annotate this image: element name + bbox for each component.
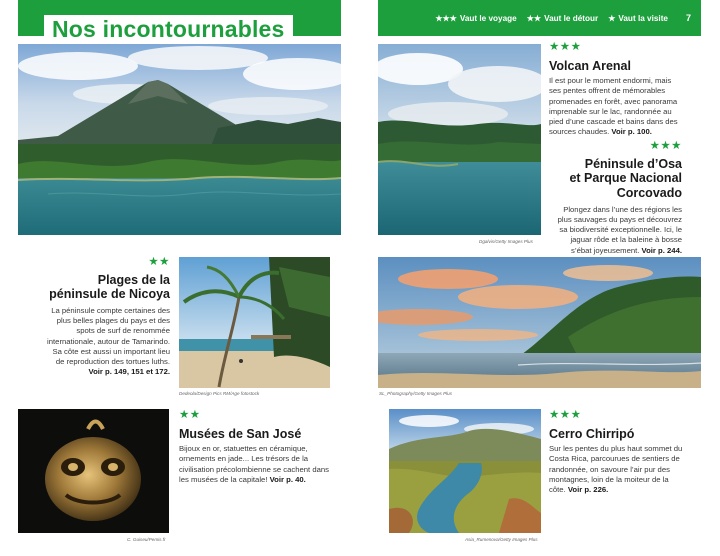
star-rating-icon: ★★★	[649, 140, 682, 152]
section-title: Cerro Chirripó	[549, 426, 635, 441]
photo-credit: SL_Photography/Getty Images Plus	[379, 391, 453, 396]
legend-label: Vaut la visite	[618, 13, 668, 23]
section-text-body: Plongez dans l’une des régions les plus sauvages du pays et découvrez sa biodiversité exceptionnelle. Ici, le jaguar rôde et la baleine à bosse s’ébat joyeusement.	[557, 204, 682, 255]
section-text-body: Sur les pentes du plus haut sommet du Costa Rica, parcourues de sentiers de randonnée, on savoure l’air pur des montagnes, loin de la moiteur de la côte.	[549, 444, 683, 495]
arenal-volcano-photo	[18, 44, 341, 235]
star-rating-icon: ★★	[526, 13, 542, 23]
section-title-line: Péninsule d’Osa	[584, 156, 682, 171]
legend-item-visite	[608, 14, 668, 23]
page-reference: Voir p. 149, 151 et 172.	[88, 367, 170, 377]
legend-label: Vaut le détour	[544, 13, 599, 23]
section-title-line: Plages de la	[97, 272, 170, 287]
section-title: Volcan Arenal	[549, 58, 631, 73]
page-reference: Voir p. 100.	[611, 127, 652, 137]
star-rating-icon: ★★★	[435, 13, 457, 23]
section-text	[549, 444, 683, 495]
section-title: Musées de San José	[179, 426, 302, 441]
section-text	[548, 205, 682, 256]
legend-item-voyage	[435, 14, 516, 23]
section-text-body: Il est pour le moment endormi, mais ses pentes offrent de mémorables promenades en forêt, avec panorama imprenable sur le lac, randonnée au pied d’une cascade et bains dans des sources chaudes.	[549, 76, 678, 137]
photo-credit: C. Guiseu/Pemis.fr	[127, 537, 166, 542]
star-rating-icon: ★★	[148, 256, 170, 268]
chirripo-river-photo	[389, 409, 541, 533]
section-text	[179, 444, 333, 485]
page-reference: Voir p. 40.	[269, 474, 306, 484]
photo-credit: Dedeola/Design Pics RM/Age fotostock	[179, 391, 260, 396]
star-rating-icon: ★	[608, 13, 616, 23]
star-rating-icon: ★★	[179, 409, 201, 421]
section-text	[549, 76, 679, 137]
section-text-body: La péninsule compte certaines des plus belles plages du pays et des spots de surf de renommée internationale, autour de Tamarindo. Sa côte est aussi un important lieu de reproduction des tortues luths.	[47, 306, 170, 367]
section-text	[42, 306, 170, 378]
header-bar-right	[378, 0, 701, 36]
photo-credit: Dgalvis/Getty Images Plus	[479, 239, 533, 244]
legend-item-detour	[527, 14, 598, 23]
page-reference: Voir p. 244.	[641, 245, 682, 255]
nicoya-section	[42, 257, 170, 378]
section-title-line: péninsule de Nicoya	[49, 287, 170, 302]
musees-section	[179, 410, 333, 485]
arenal-section	[549, 42, 679, 138]
section-title	[42, 273, 170, 303]
nicoya-beach-photo	[179, 257, 330, 388]
page-reference: Voir p. 226.	[567, 485, 609, 495]
star-rating-icon: ★★★	[549, 409, 582, 421]
page-number: 7	[685, 13, 691, 23]
osa-section	[548, 141, 682, 256]
gold-artifact-photo	[18, 409, 169, 533]
legend-label: Vaut le voyage	[459, 13, 517, 23]
photo-credit: Asia_Rumenova/Getty Images Plus	[465, 537, 538, 542]
star-rating-icon: ★★★	[549, 41, 582, 53]
arenal-lake-photo	[378, 44, 541, 235]
chirripo-section	[549, 410, 683, 495]
osa-beach-photo	[378, 257, 701, 388]
section-title-line: et Parque Nacional	[569, 171, 682, 186]
section-title	[548, 157, 682, 201]
section-text-body: Bijoux en or, statuettes en céramique, ornements en jade... Les trésors de la civilisation précolombienne se cachent dans les musées de la capitale!	[179, 444, 329, 484]
page-title: Nos incontournables	[44, 15, 293, 44]
section-title-line: Corcovado	[616, 186, 682, 200]
